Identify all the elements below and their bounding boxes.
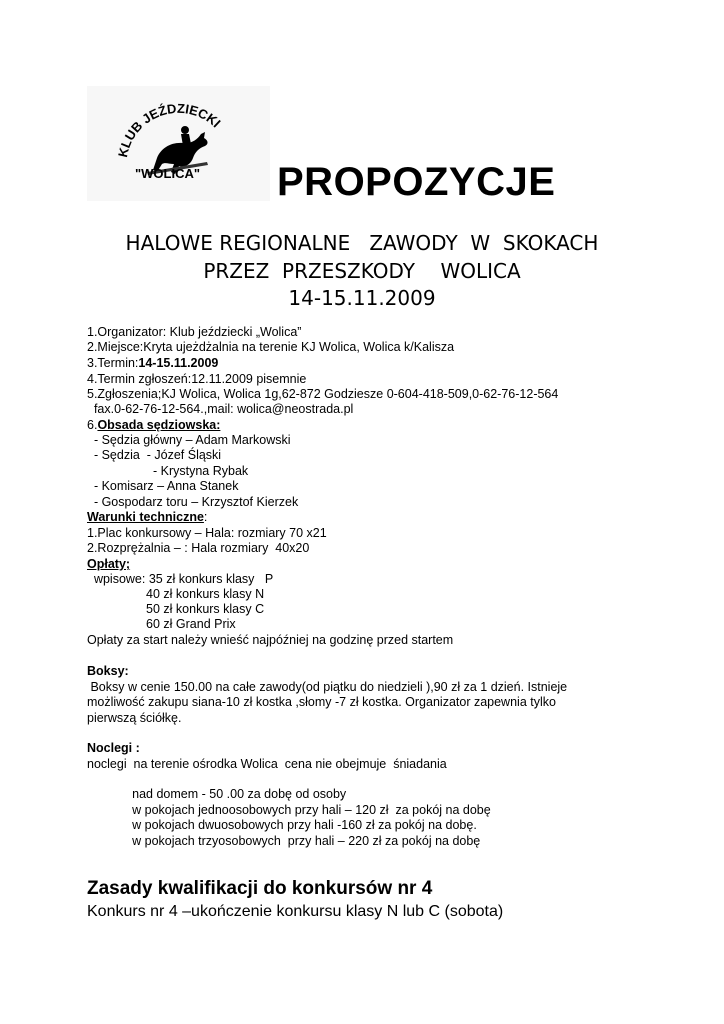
arena-line: 1.Plac konkursowy – Hala: rozmiary 70 x21 <box>87 526 327 540</box>
boxes-line-3: pierwszą ściółkę. <box>87 711 182 725</box>
registration-contact-line: 5.Zgłoszenia;KJ Wolica, Wolica 1g,62-872 Godziesze 0-604-418-509,0-62-76-12-564 <box>87 387 559 401</box>
course-master-line: - Gospodarz toru – Krzysztof Kierzek <box>87 495 299 509</box>
fee-line-p: wpisowe: 35 zł konkurs klasy P <box>87 572 274 586</box>
date-label: 3.Termin: <box>87 356 139 370</box>
logo-arc-text: KLUB JEŹDZIECKI <box>115 100 224 159</box>
event-dates: 14-15.11.2009 <box>288 286 436 310</box>
boxes-heading: Boksy: <box>87 664 129 678</box>
page-title: PROPOZYCJE <box>277 160 556 204</box>
registration-deadline-line: 4.Termin zgłoszeń:12.11.2009 pisemnie <box>87 372 307 386</box>
fee-line-gp: 60 zł Grand Prix <box>87 617 236 631</box>
boxes-line-1: Boksy w cenie 150.00 na całe zawody(od piątku do niedzieli ),90 zł za 1 dzień. Istnieje <box>87 680 568 694</box>
technical-heading: Warunki techniczne <box>87 510 204 524</box>
fax-email-line: fax.0-62-76-12-564.,mail: wolica@neostrada.pl <box>87 402 354 416</box>
venue-line: 2.Miejsce:Kryta ujeżdżalnia na terenie KJ Wolica, Wolica k/Kalisza <box>87 340 455 354</box>
judges-heading: Obsada sędziowska: <box>97 418 221 432</box>
logo-graphic <box>87 86 270 201</box>
fee-payment-note: Opłaty za start należy wnieść najpóźniej na godzinę przed startem <box>87 633 454 647</box>
commissioner-line: - Komisarz – Anna Stanek <box>87 479 239 493</box>
event-name-line-2: PRZEZ PRZESZKODY WOLICA <box>203 259 521 283</box>
judge-line-1: - Sędzia - Józef Śląski <box>87 448 222 462</box>
club-logo <box>87 86 270 201</box>
logo-bottom-text: "WOLICA" <box>135 166 201 181</box>
fee-line-c: 50 zł konkurs klasy C <box>87 602 265 616</box>
accommodation-line-1: noclegi na terenie ośrodka Wolica cena nie obejmuje śniadania <box>87 757 447 771</box>
organizer-line: 1.Organizator: Klub jeździecki „Wolica” <box>87 325 302 339</box>
technical-colon: : <box>203 510 208 524</box>
warmup-line: 2.Rozprężalnia – : Hala rozmiary 40x20 <box>87 541 310 555</box>
accommodation-line-2: nad domem - 50 .00 za dobę od osoby <box>87 787 347 801</box>
accommodation-heading: Noclegi : <box>87 741 140 755</box>
accommodation-line-4: w pokojach dwuosobowych przy hali -160 zł za pokój na dobę. <box>87 818 477 832</box>
fee-line-n: 40 zł konkurs klasy N <box>87 587 265 601</box>
date-line <box>87 355 218 371</box>
event-name-line-1: HALOWE REGIONALNE ZAWODY W SKOKACH <box>125 231 599 255</box>
boxes-line-2: możliwość zakupu siana-10 zł kostka ,słomy -7 zł kostka. Organizator zapewnia tylko <box>87 695 556 709</box>
date-value: 14-15.11.2009 <box>138 356 219 370</box>
judge-chief-line: - Sędzia główny – Adam Markowski <box>87 433 291 447</box>
qualification-text: Konkurs nr 4 –ukończenie konkursu klasy N lub C (sobota) <box>87 903 504 920</box>
accommodation-line-3: w pokojach jednoosobowych przy hali – 120 zł za pokój na dobę <box>87 803 491 817</box>
technical-heading-line <box>87 509 207 525</box>
accommodation-line-5: w pokojach trzyosobowych przy hali – 220 zł za pokój na dobę <box>87 834 481 848</box>
fees-heading: Opłaty; <box>87 557 131 571</box>
judges-heading-line <box>87 417 220 433</box>
judges-number: 6. <box>87 418 98 432</box>
judge-line-2: - Krystyna Rybak <box>87 464 249 478</box>
qualification-heading: Zasady kwalifikacji do konkursów nr 4 <box>87 878 433 899</box>
